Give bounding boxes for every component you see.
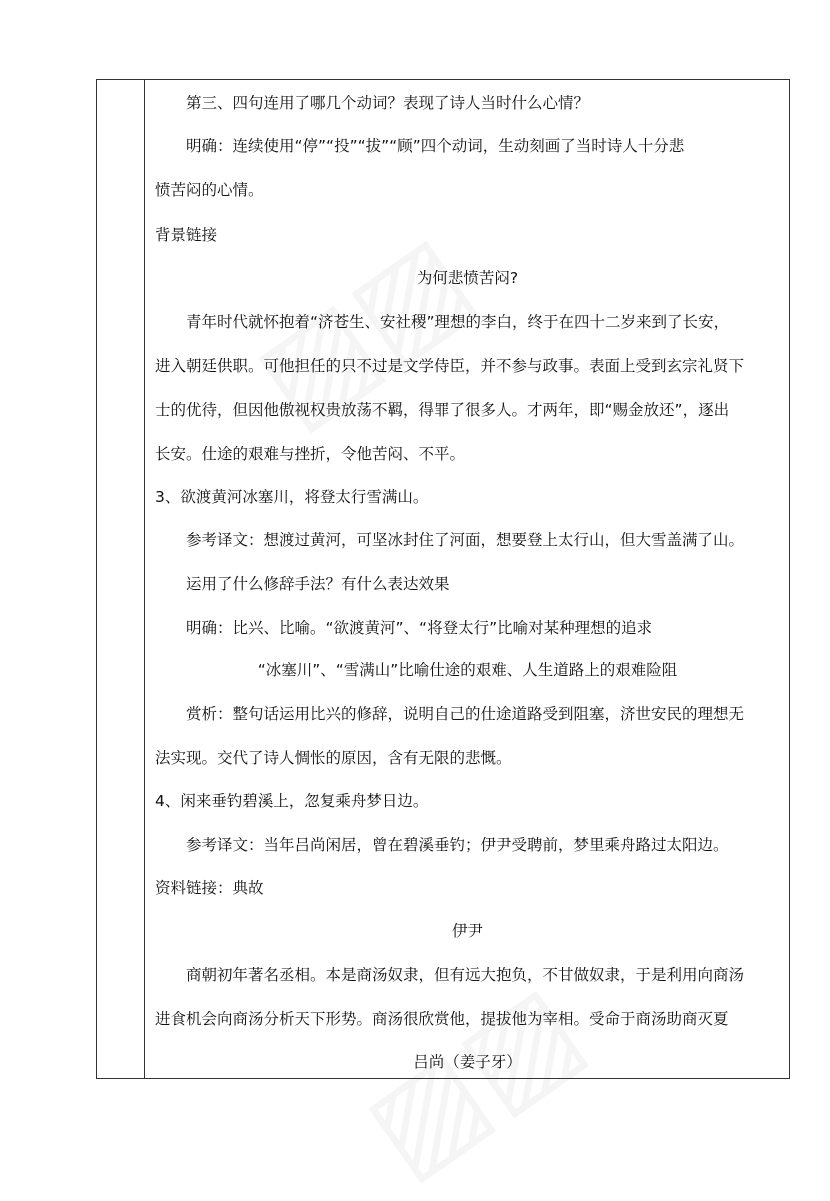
yiyin-paragraph: 商朝初年著名丞相。本是商汤奴隶，但有远大抱负，不甘做奴隶，于是利用向商汤 bbox=[186, 966, 745, 984]
appreciation: 赏析：整句话运用比兴的修辞，说明自己的仕途道路受到阻塞，济世安民的理想无 bbox=[186, 705, 745, 723]
answer-lines-3-4: 明确：连续使用“停”“投”“拔”“顾”四个动词，生动刻画了当时诗人十分悲 bbox=[186, 137, 685, 155]
answer-3: 明确：比兴、比喻。“欲渡黄河”、“将登太行”比喻对某种理想的追求 bbox=[186, 619, 653, 637]
question-3: 运用了什么修辞手法？有什么表达效果 bbox=[186, 575, 450, 593]
background-paragraph: 进入朝廷供职。可他担任的只不过是文学侍臣，并不参与政事。表面上受到玄宗礼贤下 bbox=[155, 357, 745, 375]
answer-3-cont: “冰塞川”、“雪满山”比喻仕途的艰难、人生道路上的艰难险阻 bbox=[257, 661, 678, 679]
background-paragraph: 士的优待，但因他傲视权贵放荡不羁，得罪了很多人。才两年，即“赐金放还”，逐出 bbox=[155, 401, 730, 419]
content-cell bbox=[145, 80, 789, 1078]
left-column-cell bbox=[97, 80, 145, 1078]
background-link-label: 背景链接 bbox=[155, 226, 218, 244]
reference-link-label: 资料链接：典故 bbox=[155, 879, 264, 897]
yiyin-paragraph: 进食机会向商汤分析天下形势。商汤很欣赏他，提拔他为宰相。受命于商汤助商灭夏 bbox=[155, 1010, 729, 1028]
poem-line-4: 4、闲来垂钓碧溪上，忽复乘舟梦日边。 bbox=[155, 792, 429, 810]
translation-4: 参考译文：当年吕尚闲居，曾在碧溪垂钓；伊尹受聘前，梦里乘舟路过太阳边。 bbox=[186, 836, 729, 854]
background-paragraph: 青年时代就怀抱着“济苍生、安社稷”理想的李白，终于在四十二岁来到了长安， bbox=[186, 313, 730, 331]
document-table bbox=[96, 79, 790, 1079]
background-title: 为何悲愤苦闷? bbox=[416, 269, 519, 287]
translation-3: 参考译文：想渡过黄河，可坚冰封住了河面，想要登上太行山，但大雪盖满了山。 bbox=[186, 531, 745, 549]
question-lines-3-4: 第三、四句连用了哪几个动词？表现了诗人当时什么心情？ bbox=[186, 94, 590, 112]
lvshang-title: 吕尚（姜子牙） bbox=[413, 1053, 522, 1071]
yiyin-title: 伊尹 bbox=[451, 922, 483, 940]
poem-line-3: 3、欲渡黄河冰塞川，将登太行雪满山。 bbox=[155, 488, 429, 506]
background-paragraph: 长安。仕途的艰难与挫折，令他苦闷、不平。 bbox=[155, 445, 466, 463]
answer-lines-3-4-cont: 愤苦闷的心情。 bbox=[155, 181, 264, 199]
appreciation-cont: 法实现。交代了诗人惆怅的原因，含有无限的悲慨。 bbox=[155, 749, 512, 767]
